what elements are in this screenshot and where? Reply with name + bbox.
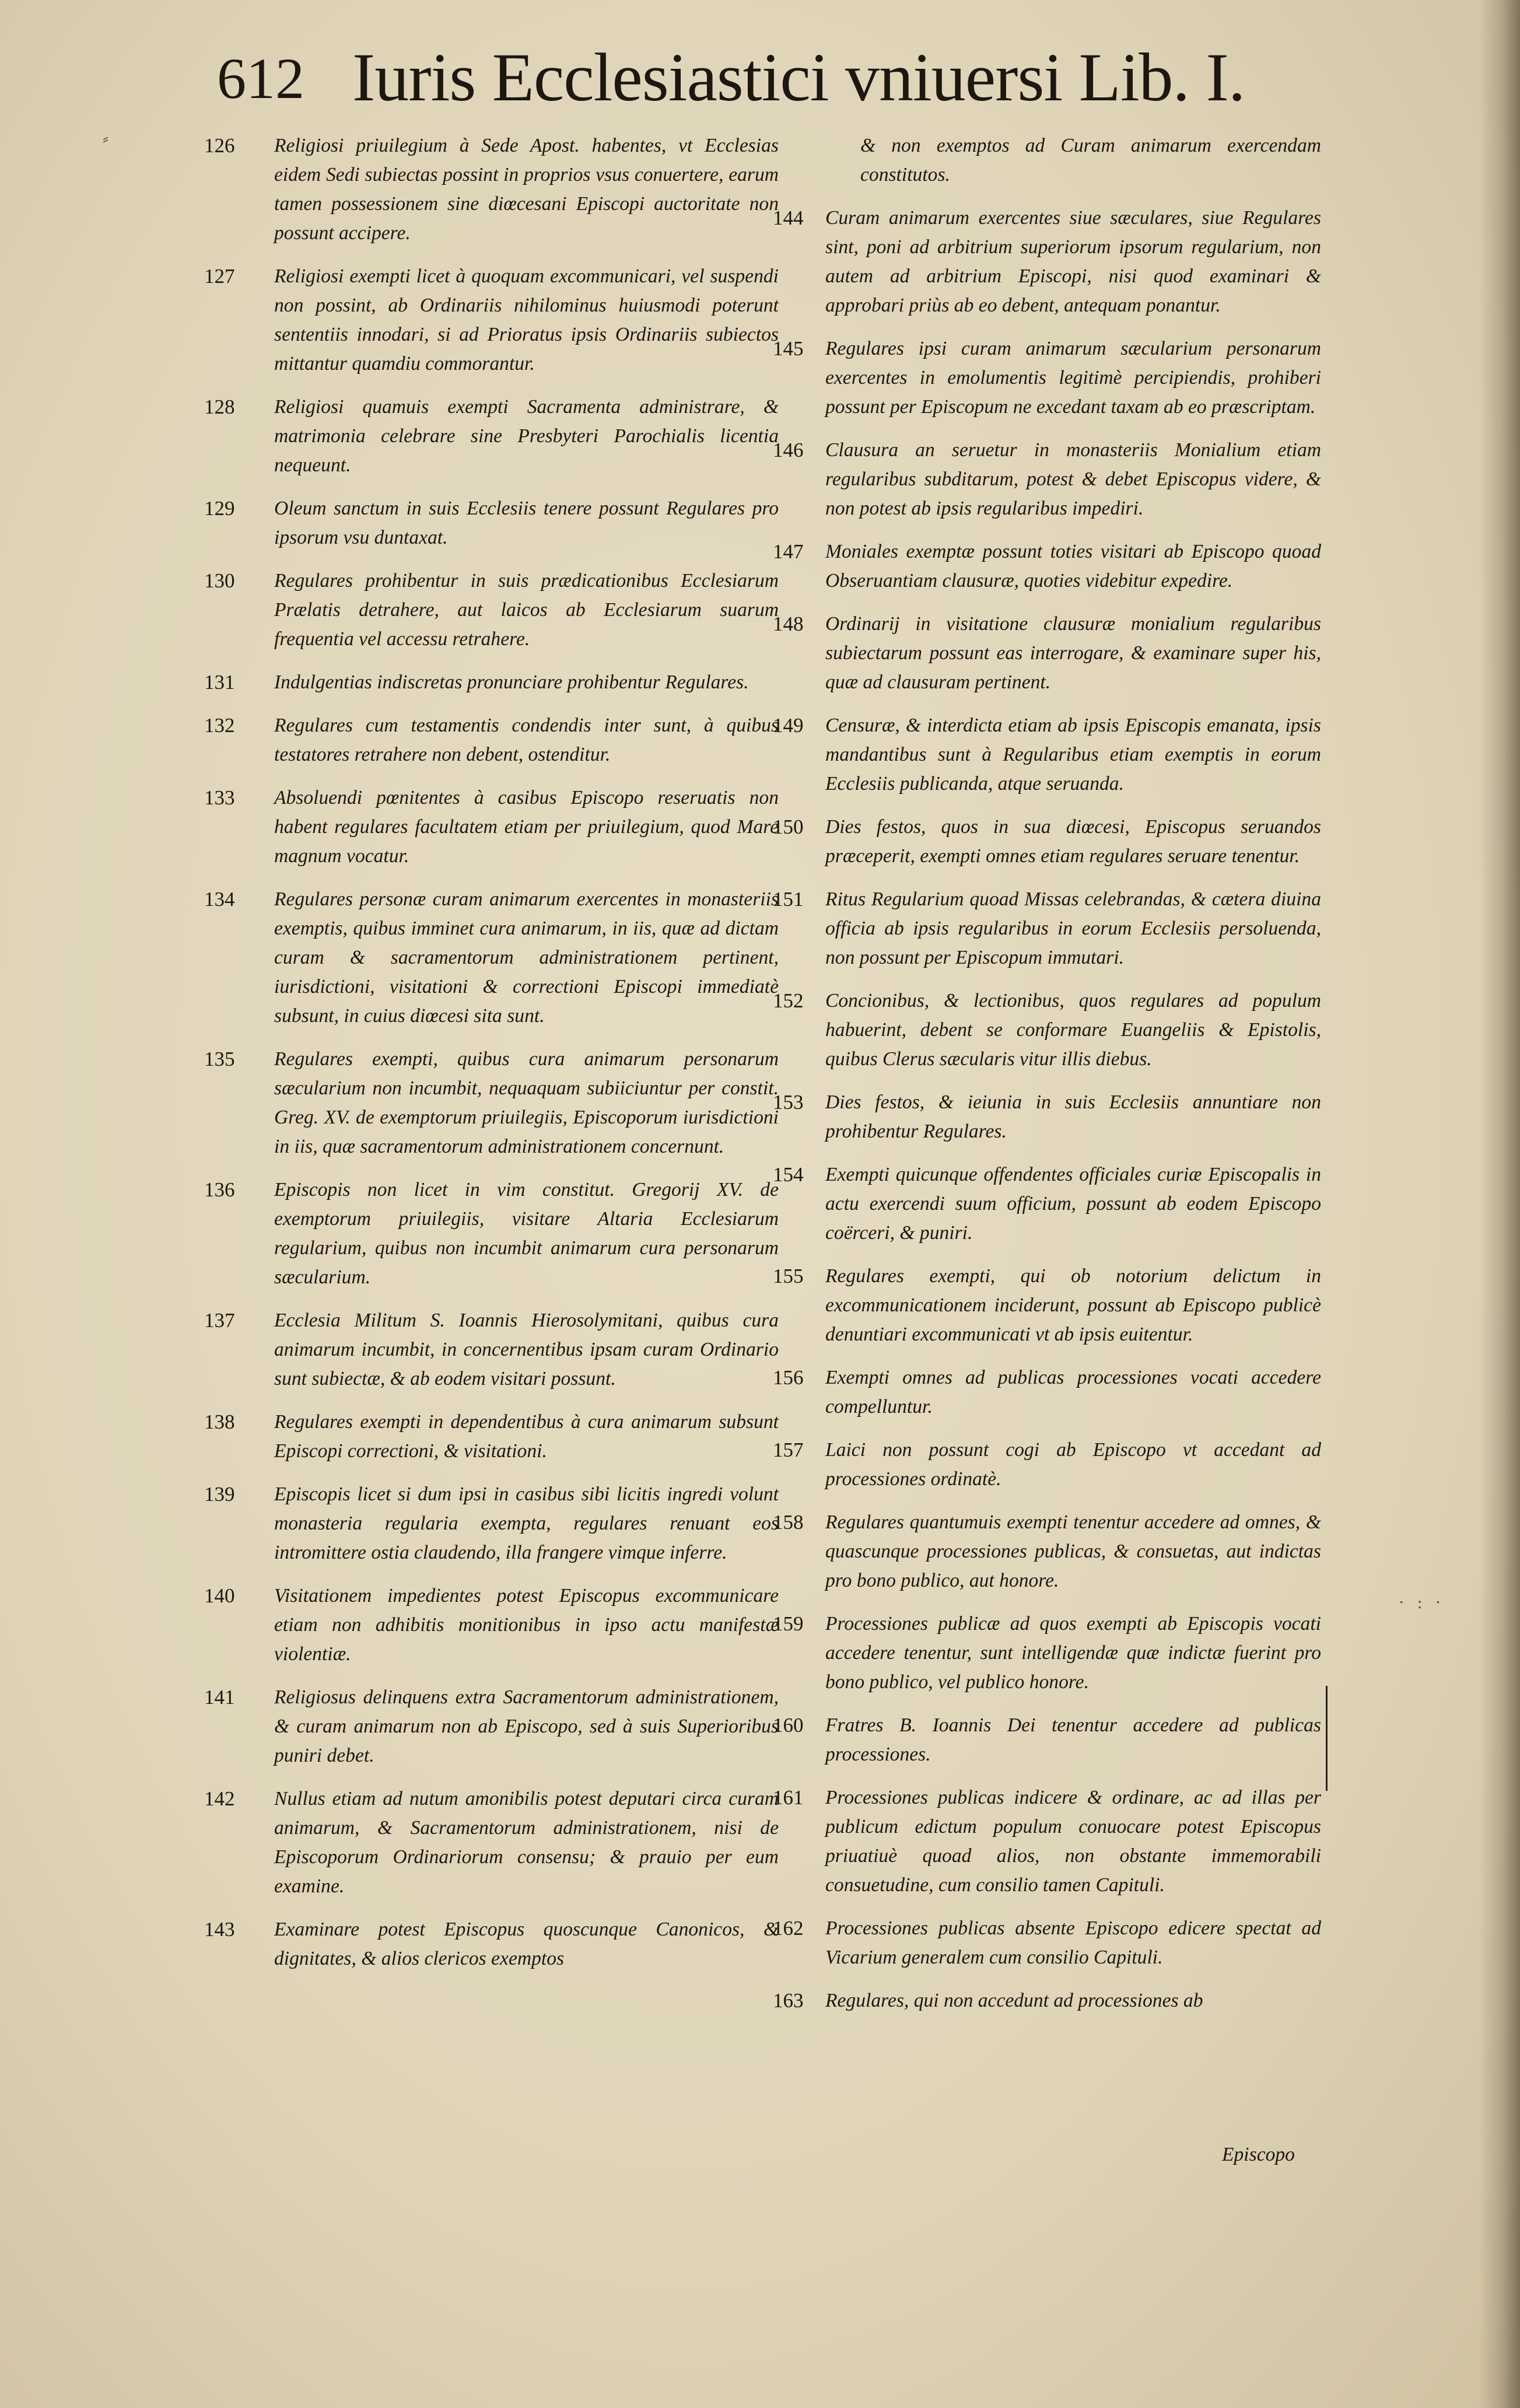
entry-text: Moniales exemptæ possunt toties visitari ab Episcopo quoad Obseruantiam clausuræ, quoties videbitur expedire. [825,541,1321,592]
entry-number: 148 [773,612,804,635]
entry-number: 134 [204,888,235,911]
entry-item [204,1045,779,1161]
entry-number: 136 [204,1178,235,1201]
entry-number: 126 [204,134,235,157]
entry-item [204,393,779,480]
entry-item [773,1160,1321,1248]
entry-text: Regulares, qui non accedunt ad processiones ab [825,1990,1203,2011]
entry-item [204,1581,779,1669]
entry-text: Nullus etiam ad nutum amonibilis potest deputari circa curam animarum, & Sacramentorum administrationem, nisi de Episcoporum Ordinariorum consensu; & prauio per eum examine. [274,1788,779,1897]
entry-text: Exempti quicunque offendentes officiales curiæ Episcopalis in actu exercendi suum officium, possunt ab eodem Episcopo coërceri, & puniri. [825,1164,1321,1244]
entry-number: 131 [204,671,235,694]
entry-item [773,813,1321,871]
entry-text: Processiones publicæ ad quos exempti ab Episcopis vocati accedere tenentur, sunt intelligendæ quæ indictæ fuerint pro bono publico, vel publico honore. [825,1613,1321,1693]
entry-number: 145 [773,337,804,360]
entry-item [204,711,779,769]
entry-text: Regulares prohibentur in suis prædicationibus Ecclesiarum Prælatis detrahere, aut laicos ab Ecclesiarum suarum frequentia vel accessu retrahere. [274,570,779,650]
entry-text: Religiosus delinquens extra Sacramentorum administrationem, & curam animarum non ab Episcopo, sed à suis Superioribus puniri debet. [274,1686,779,1766]
entry-text: Curam animarum exercentes siue sæculares, siue Regulares sint, poni ad arbitrium superiorum ipsorum regularium, non autem ad arbitrium Episcopi, nisi quod examinari & approbari priùs ab eo debent, antequam ponantur. [825,207,1321,316]
entry-text: Dies festos, & ieiunia in suis Ecclesiis annuntiare non prohibentur Regulares. [825,1091,1321,1142]
entry-number: 159 [773,1612,804,1635]
binding-edge-shadow [1479,0,1520,2408]
entry-text: Absoluendi pœnitentes à casibus Episcopo reseruatis non habent regulares facultatem etiam per priuilegium, quod Mare magnum vocatur. [274,787,779,867]
entry-item [773,1363,1321,1422]
entry-text: Clausura an seruetur in monasteriis Monialium etiam regularibus subditarum, potest & debet Episcopus videre, & non potest ab ipsis regularibus impediri. [825,439,1321,519]
entry-number: 135 [204,1048,235,1070]
entry-text: Fratres B. Ioannis Dei tenentur accedere ad publicas processiones. [825,1714,1321,1765]
entry-number: 150 [773,816,804,838]
entry-item [773,436,1321,523]
margin-mark-left: ⸗ [103,128,108,149]
entry-number: 156 [773,1366,804,1389]
entry-text: Indulgentias indiscretas pronunciare prohibentur Regulares. [274,671,749,693]
entry-number: 147 [773,540,804,563]
entry-number: 153 [773,1091,804,1114]
entry-number: 160 [773,1714,804,1737]
entry-text: Religiosi quamuis exempti Sacramenta administrare, & matrimonia celebrare sine Presbyteri Parochialis licentia nequeunt. [274,396,779,476]
entry-number: 152 [773,989,804,1012]
margin-mark-right: · : · [1399,1592,1445,1613]
entry-text: Religiosi priuilegium à Sede Apost. habentes, vt Ecclesias eidem Sedi subiectas possint in proprios vsus conuertere, earum tamen possessionem sine diœcesani Episcopi auctoritate non possunt accipere. [274,135,779,244]
entry-number: 141 [204,1686,235,1709]
entry-number: 154 [773,1163,804,1186]
entry-item [204,494,779,552]
right-column-entries [773,204,1321,2015]
entry-text: Regulares exempti, qui ob notorium delictum in excommunicationem inciderunt, possunt ab Episcopo publicè denuntiari excommunicati vt ab ipsis euitentur. [825,1265,1321,1345]
entry-item [773,711,1321,799]
entry-item [204,1408,779,1466]
entry-number: 158 [773,1511,804,1534]
entry-item [773,1711,1321,1769]
entry-item [773,537,1321,596]
entry-item [204,668,779,697]
entry-item [773,986,1321,1074]
entry-text: Episcopis non licet in vim constitut. Gregorij XV. de exemptorum priuilegiis, visitare Altaria Ecclesiarum regularium, quibus non incumbit animarum cura personarum sæcularium. [274,1179,779,1288]
entry-item [773,1783,1321,1900]
entry-number: 143 [204,1918,235,1941]
entry-text: Dies festos, quos in sua diœcesi, Episcopus seruandos præceperit, exempti omnes etiam regulares seruare tenentur. [825,816,1321,867]
entry-item [204,1915,779,1973]
page-header [217,34,1325,121]
left-column [204,131,779,1987]
entry-text: Processiones publicas indicere & ordinare, ac ad illas per publicum edictum populum conuocare potest Episcopus priuatiuè quoad alios, non obstante immemorabili consuetudine, cum consilio tamen Capituli. [825,1787,1321,1896]
entry-item [773,1088,1321,1146]
entry-number: 127 [204,265,235,288]
entry-item [773,334,1321,422]
entry-text: Ecclesia Militum S. Ioannis Hierosolymitani, quibus cura animarum incumbit, in concernentibus ipsam curam Ordinario sunt subiectæ, & ab eodem visitari possunt. [274,1310,779,1390]
continuation-text: & non exemptos ad Curam animarum exercendam constitutos. [860,135,1321,186]
entry-number: 140 [204,1584,235,1607]
entry-item [204,1784,779,1901]
entry-text: Regulares ipsi curam animarum sæcularium personarum exercentes in emolumentis legitimè percipiendis, prohiberi possunt per Episcopum ne excedant taxam ab eo præscriptam. [825,338,1321,418]
entry-item [773,885,1321,972]
entry-number: 157 [773,1438,804,1461]
entry-text: Ordinarij in visitatione clausuræ monialium regularibus subiectarum possunt eas interrogare, & examinare super his, quæ ad clausuram pertinent. [825,613,1321,693]
entry-text: Ritus Regularium quoad Missas celebrandas, & cætera diuina officia ab ipsis regularibus in eorum Ecclesiis persoluenda, non possunt per Episcopum immutari. [825,888,1321,968]
entry-number: 129 [204,497,235,520]
entry-item [204,783,779,871]
entry-number: 138 [204,1410,235,1433]
entry-number: 163 [773,1989,804,2012]
entry-item [204,1683,779,1770]
entry-number: 139 [204,1483,235,1506]
entry-item [204,131,779,248]
entry-item [204,885,779,1031]
entry-text: Episcopis licet si dum ipsi in casibus sibi licitis ingredi volunt monasteria regularia exempta, regulares renuant eos intromittere ostia claudendo, illa frangere vimque inferre. [274,1483,779,1563]
entry-number: 132 [204,714,235,737]
running-title: Iuris Ecclesiastici vniuersi Lib. I. [352,39,1245,116]
entry-text: Censuræ, & interdicta etiam ab ipsis Episcopis emanata, ipsis mandantibus sunt à Regularibus etiam exemptis in eorum Ecclesiis publicanda, atque seruanda. [825,715,1321,794]
entry-item [773,1986,1321,2015]
entry-item [773,1609,1321,1697]
entry-item [773,1262,1321,1349]
entry-item [773,204,1321,320]
entry-text: Religiosi exempti licet à quoquam excommunicari, vel suspendi non possint, ab Ordinariis nihilominus huiusmodi poterunt sententiis innodari, si ad Prioratus ipsis Ordinariis subiectos mittantur quamdiu commorantur. [274,265,779,374]
entry-number: 155 [773,1265,804,1287]
entry-text: Regulares cum testamentis condendis inter sunt, à quibus testatores retrahere non debent, ostenditur. [274,715,779,765]
right-column [773,131,1321,2029]
entry-number: 133 [204,786,235,809]
entry-number: 149 [773,714,804,737]
page-number: 612 [217,46,304,111]
entry-number: 130 [204,569,235,592]
entry-text: Processiones publicas absente Episcopo edicere spectat ad Vicarium generalem cum consilio Capituli. [825,1917,1321,1968]
entry-item [204,262,779,379]
entry-item [773,1508,1321,1595]
entry-item [204,1306,779,1394]
entry-item [773,1436,1321,1494]
entry-number: 151 [773,888,804,911]
entry-number: 144 [773,206,804,229]
entry-text: Examinare potest Episcopus quoscunque Canonicos, & dignitates, & alios clericos exemptos [274,1919,779,1969]
entry-item [204,1175,779,1292]
catchword: Episcopo [1222,2144,1295,2165]
entry-item [204,1480,779,1567]
entry-text: Regulares exempti, quibus cura animarum personarum sæcularium non incumbit, nequaquam subiiciuntur per constit. Greg. XV. de exemptorum priuilegiis, Episcoporum iurisdictioni in iis, quæ sacramentorum administrationem concernunt. [274,1048,779,1157]
entry-text: Exempti omnes ad publicas processiones vocati accedere compelluntur. [825,1367,1321,1418]
entry-number: 162 [773,1917,804,1940]
entry-text: Oleum sanctum in suis Ecclesiis tenere possunt Regulares pro ipsorum vsu duntaxat. [274,498,779,548]
entry-text: Regulares exempti in dependentibus à cura animarum subsunt Episcopi correctioni, & visitationi. [274,1411,779,1462]
entry-number: 137 [204,1309,235,1332]
entry-number: 142 [204,1787,235,1810]
entry-number: 128 [204,396,235,418]
entry-item [773,1914,1321,1972]
entry-text: Regulares personæ curam animarum exercentes in monasteriis exemptis, quibus imminet cura animarum, in iis, quæ ad dictam curam & sacramentorum administrationem pertinent, iurisdictioni, visitationi & correctioni Episcopi immediatè subsunt, in cuius diœcesi sita sunt. [274,888,779,1027]
entry-number: 161 [773,1786,804,1809]
entry-text: Laici non possunt cogi ab Episcopo vt accedant ad processiones ordinatè. [825,1439,1321,1490]
entry-text: Concionibus, & lectionibus, quos regulares ad populum habuerint, debent se conformare Euangeliis & Epistolis, quibus Clerus sæcularis vitur illis diebus. [825,990,1321,1070]
entry-number: 146 [773,439,804,461]
entry-text: Visitationem impedientes potest Episcopus excommunicare etiam non adhibitis monitionibus in ipso actu manifestæ violentiæ. [274,1585,779,1665]
margin-rule [1326,1686,1328,1791]
entry-item [204,566,779,654]
entry-text: Regulares quantumuis exempti tenentur accedere ad omnes, & quascunque processiones publicas, & consuetas, aut indictas pro bono publico, aut honore. [825,1511,1321,1591]
entry-item [773,610,1321,697]
